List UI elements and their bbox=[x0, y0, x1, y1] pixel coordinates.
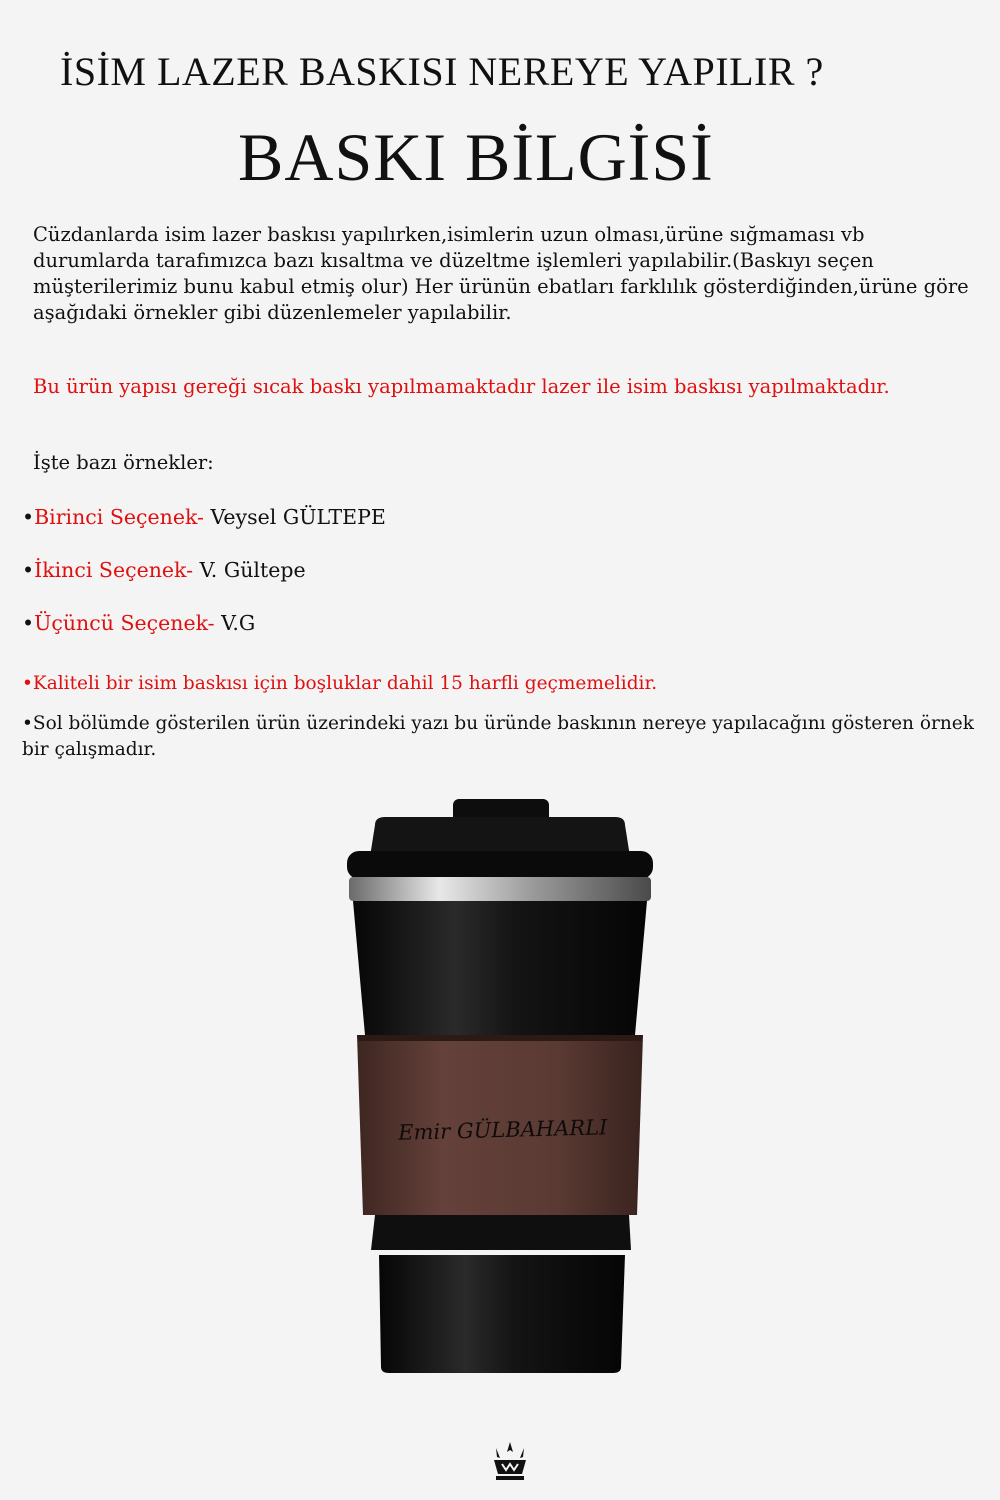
note-sample-placement: •Sol bölümde gösterilen ürün üzerindeki yazı bu üründe baskının nereye yapılacağını gösteren örnek bir çalışmadır. bbox=[22, 713, 974, 760]
examples-heading: İşte bazı örnekler: bbox=[33, 451, 214, 474]
warning-paragraph: Bu ürün yapısı gereği sıcak baskı yapılmamaktadır lazer ile isim baskısı yapılmaktadır. bbox=[33, 375, 890, 398]
option-value: V. Gültepe bbox=[199, 558, 306, 582]
option-label: İkinci Seçenek- bbox=[34, 558, 194, 582]
note-character-limit: •Kaliteli bir isim baskısı için boşluklar dahil 15 harfli geçmemelidir. bbox=[22, 673, 658, 694]
option-third bbox=[22, 611, 255, 635]
bullet: • bbox=[22, 505, 35, 529]
bullet: • bbox=[22, 611, 35, 635]
bullet: • bbox=[22, 558, 35, 582]
product-image bbox=[335, 795, 665, 1379]
option-first bbox=[22, 505, 386, 529]
page-heading-question: İSİM LAZER BASKISI NEREYE YAPILIR ? bbox=[60, 49, 824, 94]
option-value: V.G bbox=[221, 611, 256, 635]
option-second bbox=[22, 558, 306, 582]
brand-logo bbox=[490, 1440, 530, 1486]
travel-mug-image bbox=[335, 795, 665, 1375]
page-title: BASKI BİLGİSİ bbox=[238, 119, 714, 195]
option-value: Veysel GÜLTEPE bbox=[210, 505, 386, 529]
trident-crown-icon bbox=[490, 1440, 530, 1482]
option-label: Üçüncü Seçenek- bbox=[34, 611, 215, 635]
engraved-name: Emir GÜLBAHARLI bbox=[397, 1115, 608, 1145]
intro-paragraph: Cüzdanlarda isim lazer baskısı yapılırken,isimlerin uzun olması,ürüne sığmaması vb durumlarda tarafımızca bazı kısaltma ve düzeltme işlemleri yapılabilir.(Baskıyı seçen müşterilerimiz bunu kabul etmiş olur) Her ürünün ebatları farklılık gösterdiğinden,ürüne göre aşağıdaki örnekler gibi düzenlemeler yapılabilir. bbox=[33, 223, 969, 324]
option-label: Birinci Seçenek- bbox=[34, 505, 204, 529]
